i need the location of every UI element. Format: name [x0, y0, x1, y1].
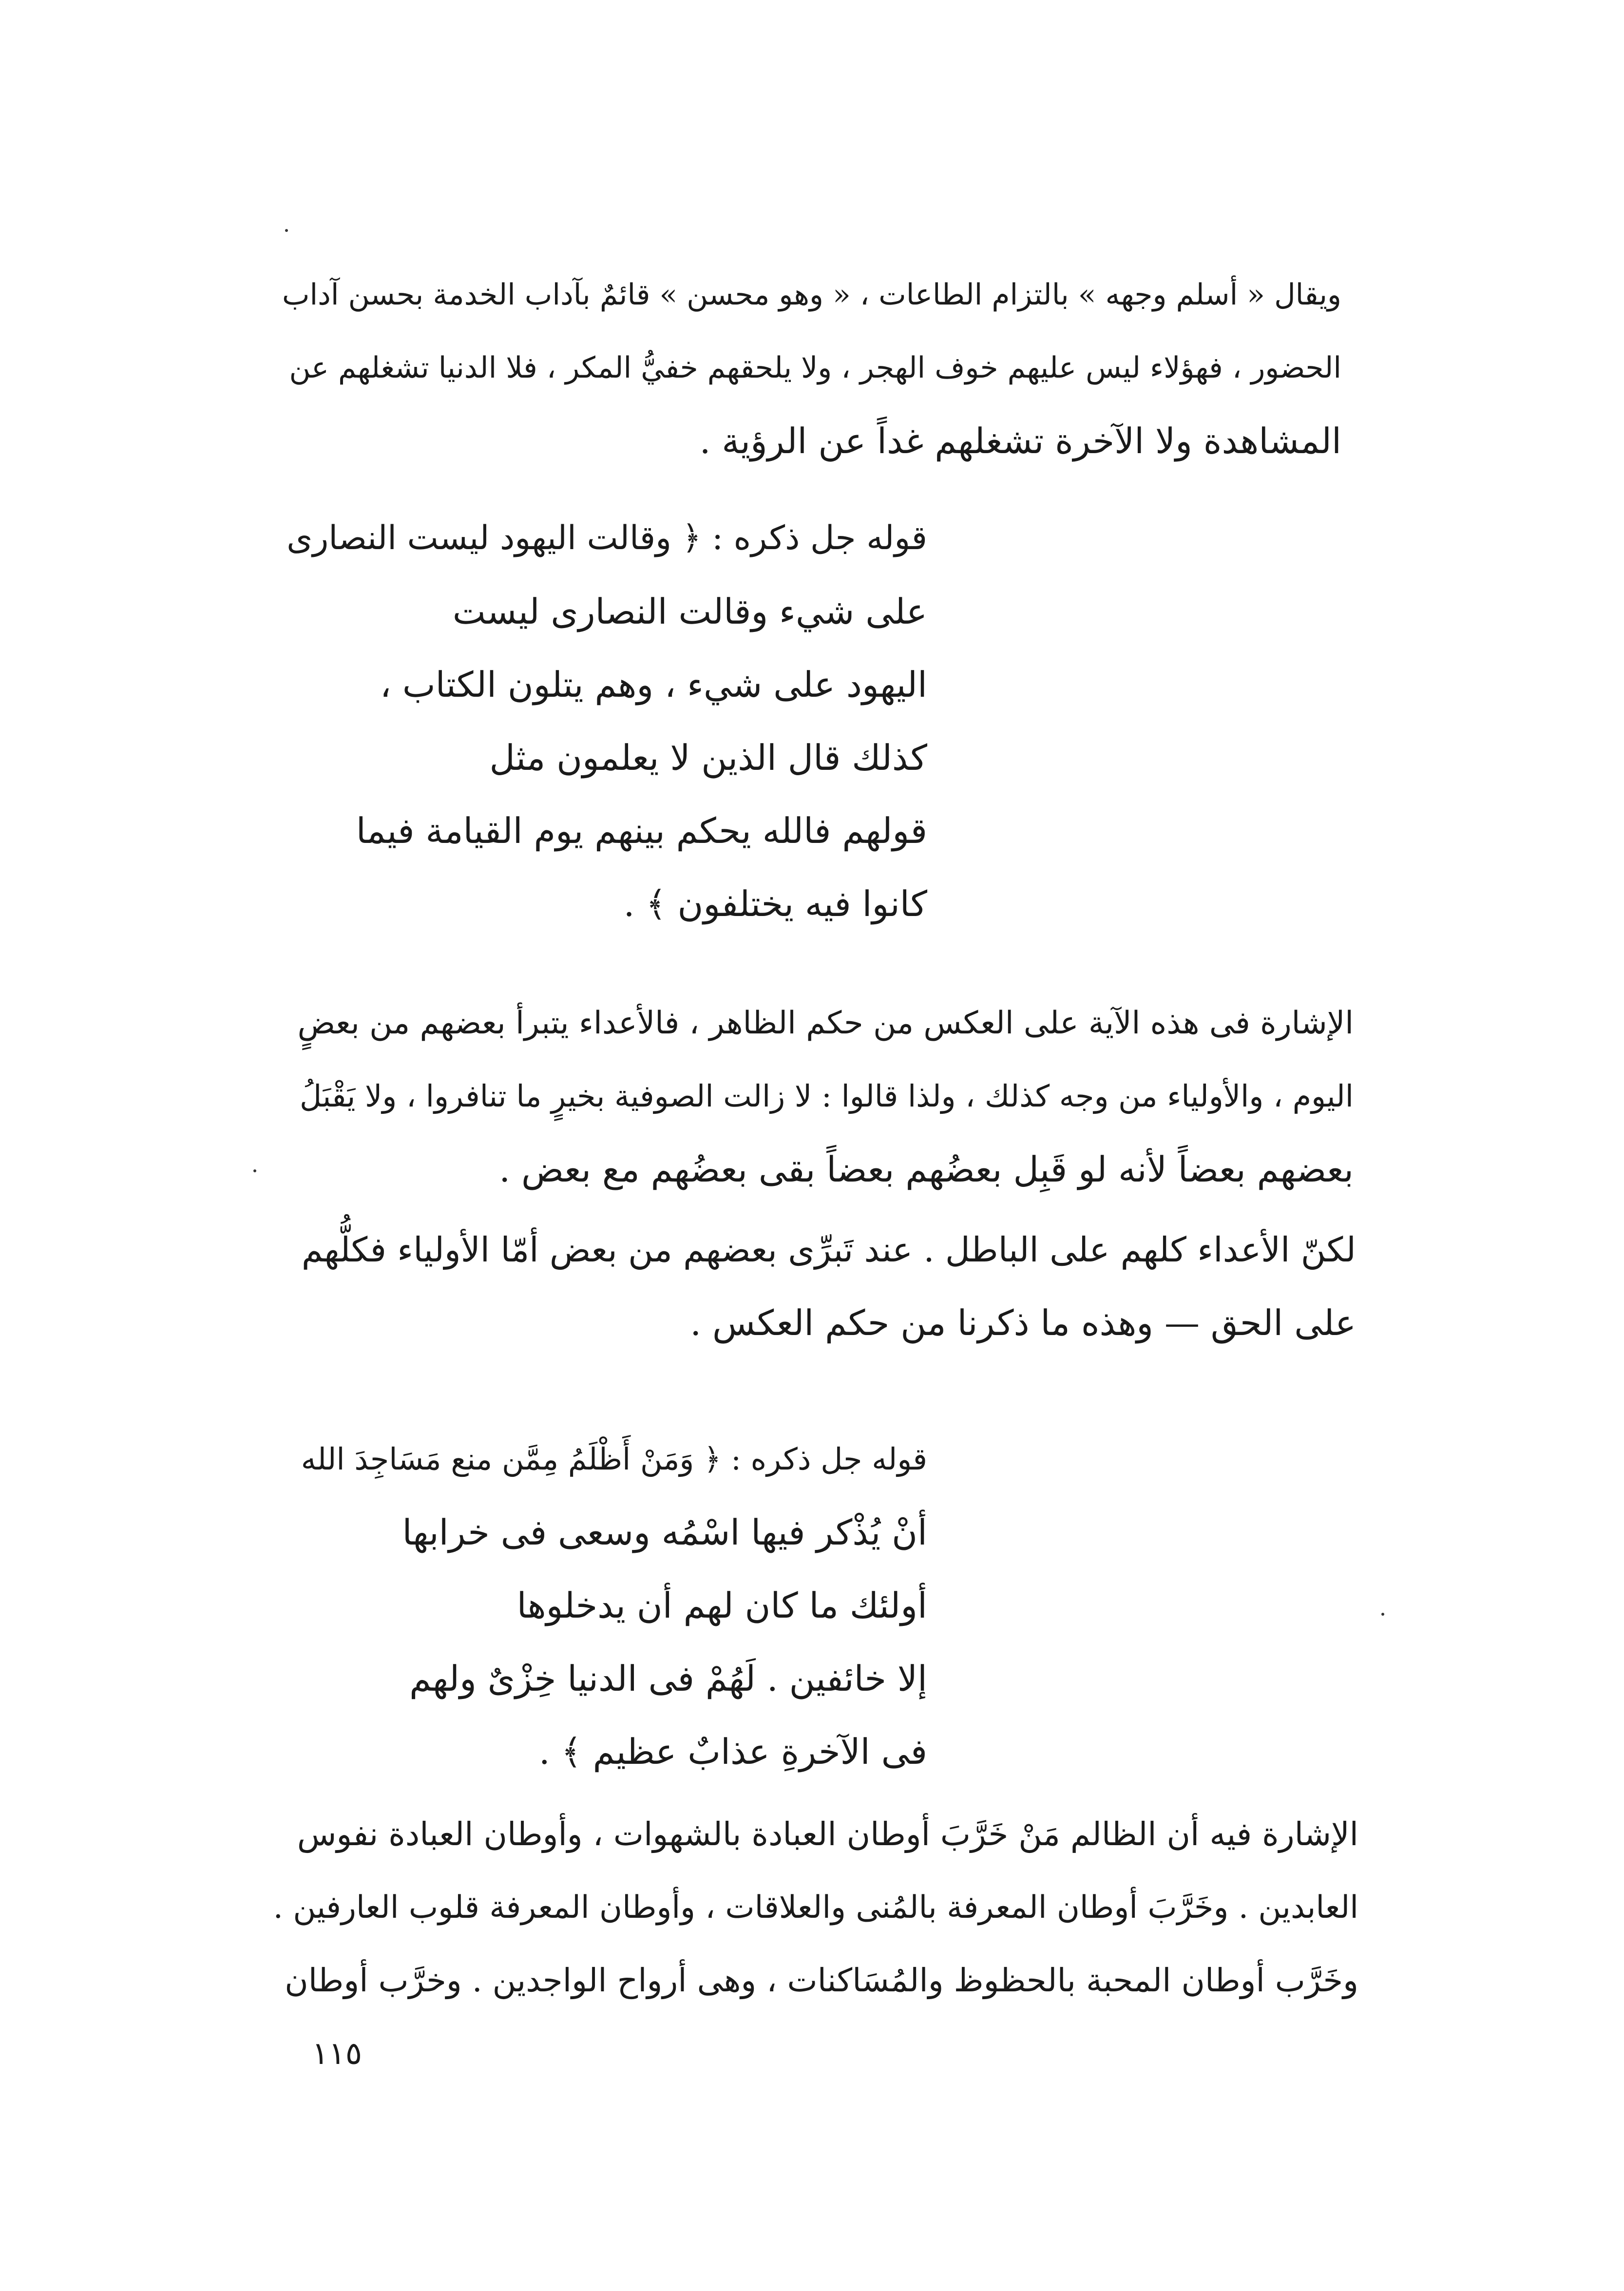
- verse-line: أولئك ما كان لهم أن يدخلوها: [516, 1585, 927, 1626]
- verse-line: أنْ يُذْكر فيها اسْمُه وسعى فى خرابها: [402, 1512, 927, 1553]
- verse-line: قوله جل ذكره : ﴿ وقالت اليهود ليست النصارى: [287, 519, 927, 557]
- verse-line: كذلك قال الذين لا يعلمون مثل: [489, 737, 927, 778]
- scan-speck: [253, 1169, 256, 1172]
- text-line: اليوم ، والأولياء من وجه كذلك ، ولذا قالوا : لا زالت الصوفية بخيرٍ ما تنافروا ، ولا يَقْبَلُ: [300, 1078, 1354, 1114]
- scan-speck: [285, 229, 288, 232]
- text-line: لكنّ الأعداء كلهم على الباطل . عند تَبرِّى بعضهم من بعض أمّا الأولياء فكلُّهم: [301, 1230, 1356, 1270]
- verse-line: قوله جل ذكره : ﴿ وَمَنْ أَظْلَمُ مِمَّن منع مَسَاجِدَ الله: [301, 1441, 927, 1477]
- text-line: الإشارة فى هذه الآية على العكس من حكم الظاهر ، فالأعداء يتبرأ بعضهم من بعضٍ: [297, 1005, 1354, 1041]
- paragraph-commentary-2: [282, 987, 1354, 1206]
- text-line: الحضور ، فهؤلاء ليس عليهم خوف الهجر ، ولا يلحقهم خفيُّ المكر ، فلا الدنيا تشغلهم عن: [289, 351, 1341, 385]
- text-line: بعضهم بعضاً لأنه لو قَبِل بعضُهم بعضاً بقى بعضُهم مع بعض .: [499, 1149, 1354, 1190]
- paragraph-commentary-3: [279, 1213, 1356, 1359]
- text-line: ويقال « أسلم وجهه » بالتزام الطاعات ، « وهو محسن » قائمٌ بآداب الخدمة بحسن آداب: [282, 278, 1341, 312]
- verse-line: إلا خائفين . لَهُمْ فى الدنيا خِزْىٌ ولهم: [409, 1658, 927, 1699]
- quran-verse-block-1: [284, 502, 927, 940]
- verse-line: اليهود على شيء ، وهم يتلون الكتاب ،: [380, 664, 927, 705]
- page-number: ١١٥: [312, 2036, 363, 2072]
- text-line: المشاهدة ولا الآخرة تشغلهم غداً عن الرؤية .: [699, 420, 1341, 461]
- verse-line: كانوا فيه يختلفون ﴾ .: [623, 883, 927, 924]
- quran-verse-block-2: [284, 1423, 927, 1788]
- text-line: وخَرَّب أوطان المحبة بالحظوظ والمُسَاكنات ، وهى أرواح الواجدين . وخرَّب أوطان: [285, 1962, 1358, 1999]
- paragraph-commentary-4: [272, 1798, 1358, 2017]
- text-line: الإشارة فيه أن الظالم مَنْ خَرَّبَ أوطان العبادة بالشهوات ، وأوطان العبادة نفوس: [297, 1815, 1358, 1853]
- text-line: على الحق — وهذه ما ذكرنا من حكم العكس .: [690, 1302, 1356, 1343]
- text-line: العابدين . وخَرَّبَ أوطان المعرفة بالمُنى والعلاقات ، وأوطان المعرفة قلوب العارفين .: [273, 1890, 1358, 1926]
- verse-line: قولهم فالله يحكم بينهم يوم القيامة فيما: [356, 810, 927, 851]
- paragraph-commentary-1: [279, 258, 1341, 477]
- scan-speck: [1381, 1613, 1384, 1616]
- verse-line: على شيء وقالت النصارى ليست: [452, 591, 927, 632]
- verse-line: فى الآخرةِ عذابٌ عظيم ﴾ .: [538, 1731, 927, 1772]
